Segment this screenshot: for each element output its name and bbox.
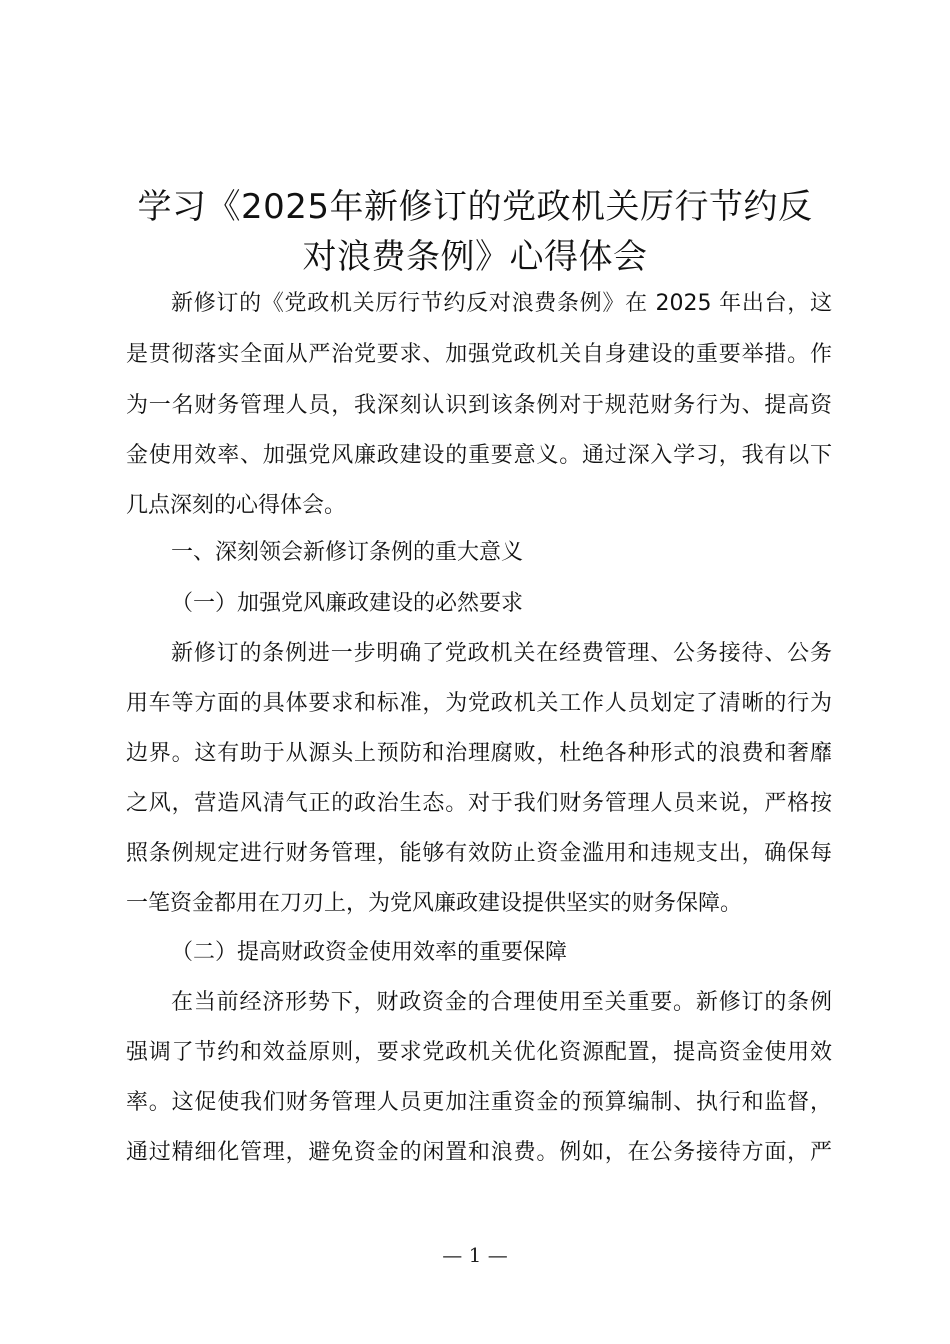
body-line: 照条例规定进行财务管理，能够有效防止资金滥用和违规支出，确保每 <box>126 841 832 866</box>
body-line: 通过精细化管理，避免资金的闲置和浪费。例如，在公务接待方面，严 <box>126 1140 832 1165</box>
document-title-line-1: 学习《2025年新修订的党政机关厉行节约反 <box>137 187 813 227</box>
body-line: 新修订的《党政机关厉行节约反对浪费条例》在 2025 年出台，这 <box>171 291 832 316</box>
body-line: 金使用效率、加强党风廉政建设的重要意义。通过深入学习，我有以下 <box>126 443 832 468</box>
subsection-heading: （二）提高财政资金使用效率的重要保障 <box>171 940 568 965</box>
body-line: 一笔资金都用在刀刃上，为党风廉政建设提供坚实的财务保障。 <box>126 891 743 916</box>
body-line: 强调了节约和效益原则，要求党政机关优化资源配置，提高资金使用效 <box>126 1040 832 1065</box>
subsection-heading: （一）加强党风廉政建设的必然要求 <box>171 591 524 616</box>
body-line: 边界。这有助于从源头上预防和治理腐败，杜绝各种形式的浪费和奢靡 <box>126 741 832 766</box>
body-line: 之风，营造风清气正的政治生态。对于我们财务管理人员来说，严格按 <box>126 791 832 816</box>
body-line: 率。这促使我们财务管理人员更加注重资金的预算编制、执行和监督， <box>126 1090 832 1115</box>
body-line: 用车等方面的具体要求和标准，为党政机关工作人员划定了清晰的行为 <box>126 691 832 716</box>
page-number: — 1 — <box>442 1243 508 1267</box>
body-line: 新修订的条例进一步明确了党政机关在经费管理、公务接待、公务 <box>171 641 832 666</box>
body-line: 几点深刻的心得体会。 <box>126 493 347 518</box>
document-title-line-2: 对浪费条例》心得体会 <box>302 237 648 277</box>
section-heading: 一、深刻领会新修订条例的重大意义 <box>171 540 524 565</box>
body-line: 为一名财务管理人员，我深刻认识到该条例对于规范财务行为、提高资 <box>126 393 832 418</box>
body-line: 是贯彻落实全面从严治党要求、加强党政机关自身建设的重要举措。作 <box>126 342 832 367</box>
body-line: 在当前经济形势下，财政资金的合理使用至关重要。新修订的条例 <box>171 990 832 1015</box>
